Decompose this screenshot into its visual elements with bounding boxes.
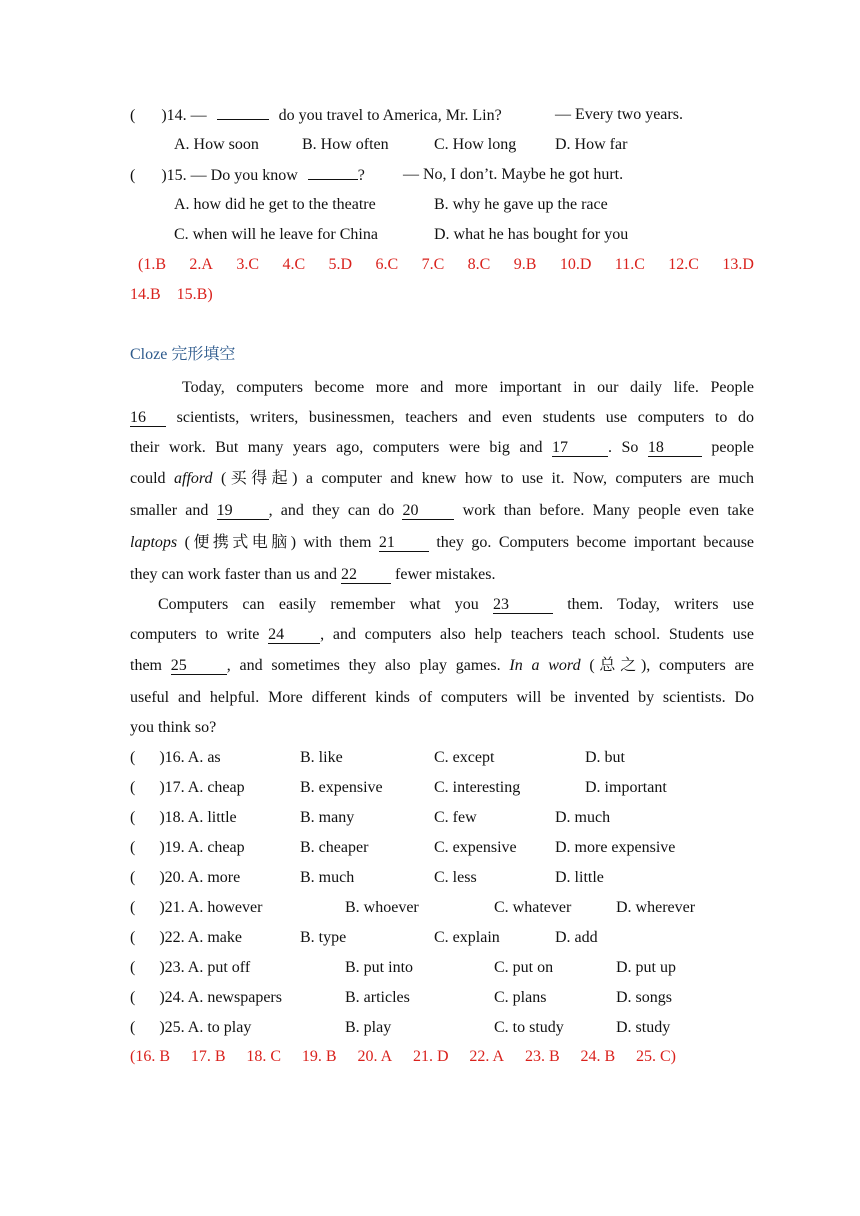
option-d: D. more expensive	[555, 839, 676, 856]
blank-19: 19	[217, 503, 269, 520]
option-b: B. many	[300, 809, 355, 826]
question-14	[130, 105, 502, 126]
option-a: A. How soon	[174, 136, 259, 153]
option-c: C. less	[434, 869, 477, 886]
reply-text: — No, I don’t. Maybe he got hurt.	[403, 166, 624, 183]
cloze-line: 16 scientists, writers, businessmen, teachers and even students use computers to do	[130, 409, 755, 426]
option-d: D. How far	[555, 136, 628, 153]
option-c: C. whatever	[494, 899, 572, 916]
option-b: B. articles	[345, 989, 410, 1006]
question-mark: ?	[357, 167, 365, 184]
answer-key-1-13: (1.B 2.A 3.C 4.C 5.D 6.C 7.C 8.C 9.B 10.D 11.C 12.C 13.D	[138, 256, 754, 273]
cloze-line: they can work faster than us and 22 fewer mistakes.	[130, 566, 496, 583]
reply-text: — Every two years.	[555, 106, 683, 123]
answer-key-14-15: 14.B 15.B)	[130, 286, 213, 303]
question-text: do you travel to America, Mr. Lin?	[278, 107, 502, 124]
option-b: B. why he gave up the race	[434, 196, 608, 213]
option-b: B. type	[300, 929, 347, 946]
option-b: B. put into	[345, 959, 414, 976]
cloze-line: their work. But many years ago, computers were big and 17 . So 18 people	[130, 439, 755, 456]
cloze-line: computers to write 24 , and computers also help teachers teach school. Students use	[130, 626, 755, 643]
option-b: B. play	[345, 1019, 392, 1036]
option-d: D. what he has bought for you	[434, 226, 629, 243]
option-a: A. how did he get to the theatre	[174, 196, 376, 213]
option-a: ( )16. A. as	[130, 749, 221, 766]
option-d: D. but	[585, 749, 625, 766]
cloze-line: smaller and 19 , and they can do 20 work than before. Many people even take	[130, 502, 754, 519]
option-a: ( )20. A. more	[130, 869, 241, 886]
answer-blank	[217, 105, 269, 120]
question-number: )15. — Do you know	[161, 167, 298, 184]
option-c: C. explain	[434, 929, 500, 946]
option-b: B. much	[300, 869, 355, 886]
option-a: ( )24. A. newspapers	[130, 989, 282, 1006]
option-c: C. except	[434, 749, 495, 766]
blank-23: 23	[493, 597, 553, 614]
cloze-line: them 25 , and sometimes they also play games. In a word (总之), computers are	[130, 657, 755, 674]
option-c: C. How long	[434, 136, 517, 153]
cloze-line: you think so?	[130, 719, 217, 736]
cloze-line: Computers can easily remember what you 23 them. Today, writers use	[158, 596, 754, 613]
option-d: D. put up	[616, 959, 676, 976]
paren: (	[130, 107, 136, 124]
cloze-line: laptops (便携式电脑) with them 21 they go. Computers become important because	[130, 534, 755, 551]
blank-21: 21	[379, 535, 429, 552]
option-a: ( )23. A. put off	[130, 959, 251, 976]
cloze-line: useful and helpful. More different kinds of computers will be invented by scientists. Do	[130, 689, 754, 706]
option-c: C. when will he leave for China	[174, 226, 378, 243]
paren: (	[130, 167, 136, 184]
option-a: ( )25. A. to play	[130, 1019, 252, 1036]
option-b: B. expensive	[300, 779, 383, 796]
answer-key-16-25: (16. B 17. B 18. C 19. B 20. A 21. D 22. A 23. B 24. B 25. C)	[130, 1048, 676, 1065]
cloze-line: Today, computers become more and more important in our daily life. People	[182, 379, 754, 396]
option-c: C. interesting	[434, 779, 521, 796]
option-d: D. add	[555, 929, 598, 946]
blank-18: 18	[648, 440, 702, 457]
section-heading: Cloze 完形填空	[130, 346, 236, 363]
option-a: ( )18. A. little	[130, 809, 237, 826]
option-c: C. to study	[494, 1019, 564, 1036]
blank-25: 25	[171, 658, 227, 675]
option-c: C. expensive	[434, 839, 517, 856]
option-d: D. important	[585, 779, 667, 796]
option-b: B. like	[300, 749, 343, 766]
answer-blank	[308, 165, 358, 180]
blank-17: 17	[552, 440, 608, 457]
option-c: C. few	[434, 809, 477, 826]
option-b: B. cheaper	[300, 839, 369, 856]
option-d: D. much	[555, 809, 611, 826]
option-a: ( )21. A. however	[130, 899, 263, 916]
blank-20: 20	[402, 503, 454, 520]
cloze-line: could afford (买得起) a computer and knew how to use it. Now, computers are much	[130, 470, 755, 487]
blank-24: 24	[268, 627, 320, 644]
option-c: C. plans	[494, 989, 547, 1006]
option-b: B. whoever	[345, 899, 419, 916]
option-d: D. little	[555, 869, 604, 886]
blank-16: 16	[130, 410, 166, 427]
option-d: D. study	[616, 1019, 671, 1036]
option-d: D. wherever	[616, 899, 696, 916]
option-a: ( )17. A. cheap	[130, 779, 245, 796]
option-d: D. songs	[616, 989, 673, 1006]
option-b: B. How often	[302, 136, 389, 153]
blank-22: 22	[341, 567, 391, 584]
question-number: )14. —	[161, 107, 207, 124]
question-15	[130, 165, 365, 186]
option-a: ( )22. A. make	[130, 929, 242, 946]
option-c: C. put on	[494, 959, 554, 976]
option-a: ( )19. A. cheap	[130, 839, 245, 856]
